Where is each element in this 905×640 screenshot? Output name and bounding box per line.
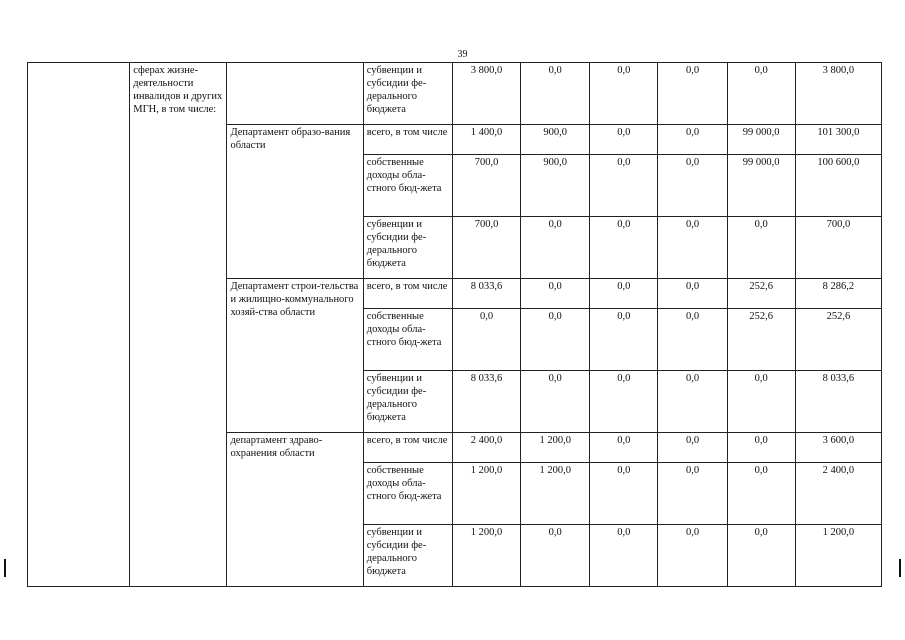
funding-source-cell: субвенции и субсидии фе-дерального бюджета xyxy=(363,525,452,587)
funding-source-cell: всего, в том числе xyxy=(363,279,452,309)
department-cell xyxy=(227,63,363,125)
funding-source-cell: всего, в том числе xyxy=(363,433,452,463)
blank-column-cell xyxy=(28,63,130,587)
year-value-cell: 8 033,6 xyxy=(452,279,520,309)
year-value-cell: 0,0 xyxy=(590,155,658,217)
year-value-cell: 252,6 xyxy=(727,309,795,371)
year-value-cell: 0,0 xyxy=(658,309,727,371)
year-value-cell: 0,0 xyxy=(521,309,590,371)
total-value-cell: 1 200,0 xyxy=(795,525,881,587)
year-value-cell: 0,0 xyxy=(658,63,727,125)
year-value-cell: 0,0 xyxy=(521,279,590,309)
year-value-cell: 0,0 xyxy=(658,279,727,309)
budget-table xyxy=(27,62,882,587)
year-value-cell: 0,0 xyxy=(590,433,658,463)
total-value-cell: 2 400,0 xyxy=(795,463,881,525)
funding-source-cell: собственные доходы обла-стного бюд-жета xyxy=(363,309,452,371)
total-value-cell: 700,0 xyxy=(795,217,881,279)
year-value-cell: 900,0 xyxy=(521,155,590,217)
year-value-cell: 0,0 xyxy=(658,525,727,587)
year-value-cell: 0,0 xyxy=(658,463,727,525)
year-value-cell: 0,0 xyxy=(521,217,590,279)
year-value-cell: 0,0 xyxy=(658,125,727,155)
year-value-cell: 0,0 xyxy=(590,463,658,525)
year-value-cell: 0,0 xyxy=(727,463,795,525)
year-value-cell: 0,0 xyxy=(727,525,795,587)
total-value-cell: 252,6 xyxy=(795,309,881,371)
total-value-cell: 3 800,0 xyxy=(795,63,881,125)
year-value-cell: 0,0 xyxy=(590,279,658,309)
year-value-cell: 0,0 xyxy=(590,125,658,155)
year-value-cell: 2 400,0 xyxy=(452,433,520,463)
total-value-cell: 8 033,6 xyxy=(795,371,881,433)
year-value-cell: 0,0 xyxy=(727,371,795,433)
department-cell: Департамент строи-тельства и жилищно-коммунального хозяй-ства области xyxy=(227,279,363,433)
year-value-cell: 0,0 xyxy=(658,155,727,217)
year-value-cell: 3 800,0 xyxy=(452,63,520,125)
year-value-cell: 900,0 xyxy=(521,125,590,155)
year-value-cell: 700,0 xyxy=(452,217,520,279)
year-value-cell: 8 033,6 xyxy=(452,371,520,433)
year-value-cell: 0,0 xyxy=(521,63,590,125)
year-value-cell: 0,0 xyxy=(452,309,520,371)
year-value-cell: 0,0 xyxy=(727,63,795,125)
year-value-cell: 0,0 xyxy=(658,217,727,279)
year-value-cell: 0,0 xyxy=(727,433,795,463)
year-value-cell: 0,0 xyxy=(521,525,590,587)
year-value-cell: 1 400,0 xyxy=(452,125,520,155)
total-value-cell: 8 286,2 xyxy=(795,279,881,309)
funding-source-cell: всего, в том числе xyxy=(363,125,452,155)
page-number: 39 xyxy=(457,49,468,60)
year-value-cell: 99 000,0 xyxy=(727,155,795,217)
department-cell: Департамент образо-вания области xyxy=(227,125,363,279)
table-row xyxy=(28,63,882,125)
funding-source-cell: субвенции и субсидии фе-дерального бюджета xyxy=(363,371,452,433)
year-value-cell: 0,0 xyxy=(590,63,658,125)
year-value-cell: 0,0 xyxy=(590,309,658,371)
funding-source-cell: субвенции и субсидии фе-дерального бюджета xyxy=(363,217,452,279)
total-value-cell: 100 600,0 xyxy=(795,155,881,217)
funding-source-cell: субвенции и субсидии фе-дерального бюджета xyxy=(363,63,452,125)
year-value-cell: 0,0 xyxy=(590,217,658,279)
year-value-cell: 0,0 xyxy=(658,371,727,433)
year-value-cell: 0,0 xyxy=(590,525,658,587)
year-value-cell: 700,0 xyxy=(452,155,520,217)
department-cell: департамент здраво-охранения области xyxy=(227,433,363,587)
year-value-cell: 0,0 xyxy=(590,371,658,433)
year-value-cell: 0,0 xyxy=(521,371,590,433)
area-text-cell: сферах жизне-деятельности инвалидов и других МГН, в том числе: xyxy=(130,63,227,587)
funding-source-cell: собственные доходы обла-стного бюд-жета xyxy=(363,463,452,525)
year-value-cell: 252,6 xyxy=(727,279,795,309)
year-value-cell: 1 200,0 xyxy=(521,433,590,463)
total-value-cell: 3 600,0 xyxy=(795,433,881,463)
year-value-cell: 0,0 xyxy=(658,433,727,463)
year-value-cell: 1 200,0 xyxy=(452,463,520,525)
left-edge-mark xyxy=(4,559,6,577)
year-value-cell: 0,0 xyxy=(727,217,795,279)
year-value-cell: 1 200,0 xyxy=(521,463,590,525)
right-edge-mark xyxy=(899,559,901,577)
funding-source-cell: собственные доходы обла-стного бюд-жета xyxy=(363,155,452,217)
total-value-cell: 101 300,0 xyxy=(795,125,881,155)
year-value-cell: 99 000,0 xyxy=(727,125,795,155)
year-value-cell: 1 200,0 xyxy=(452,525,520,587)
